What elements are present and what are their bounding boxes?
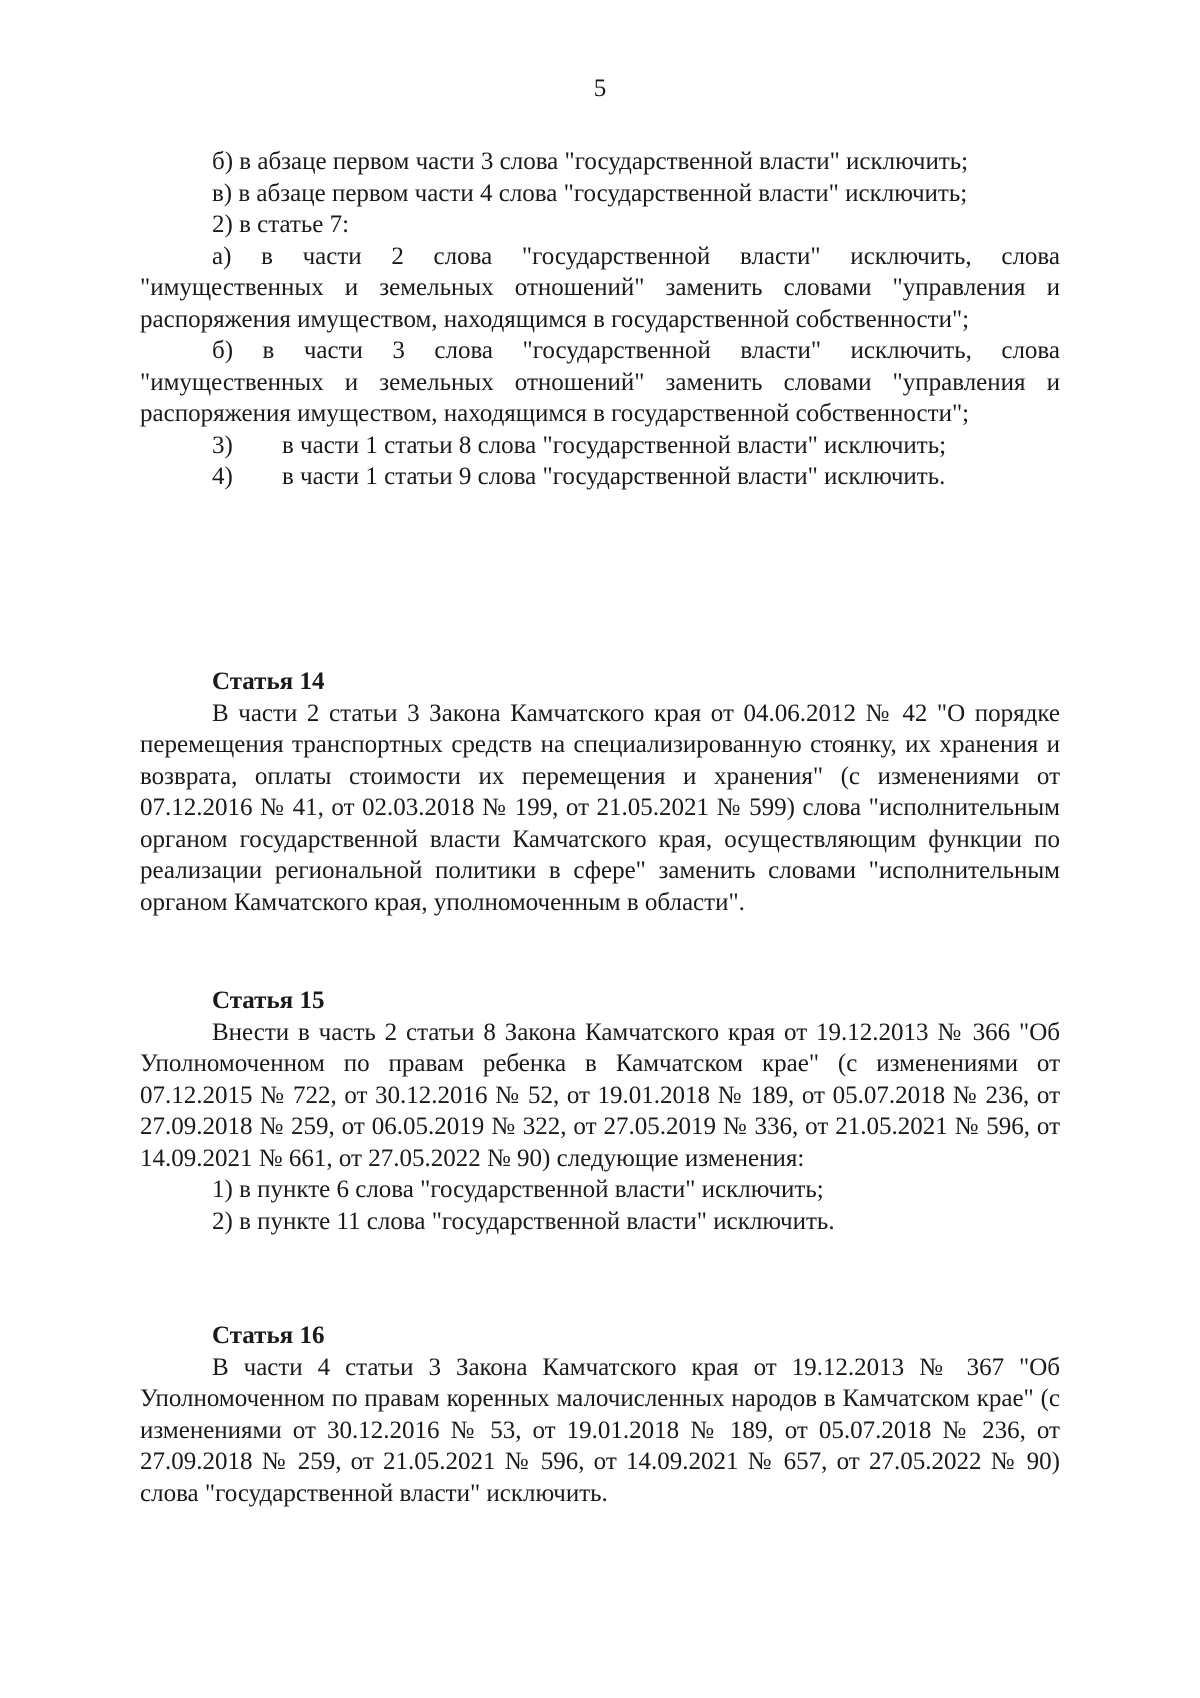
article-15-item-1: 1) в пункте 6 слова "государственной власти" исключить; — [212, 1176, 824, 1203]
intro-section — [140, 146, 1060, 493]
article-15-heading: Статья 15 — [212, 987, 325, 1014]
page-number: 5 — [593, 75, 607, 102]
article-15-text: Внести в часть 2 статьи 8 Закона Камчатского края от 19.12.2013 № 366 "Об Уполномоченном по правам ребенка в Камчатском крае" (с изменениями от 07.12.2015 № 722, от 30.12.2016 № 52, от 19.01.2018 № 189, от 05.07.2018 № 236, от 27.09.2018 № 259, от 06.05.2019 № 322, от 27.05.2019 № 336, от 21.05.2021 № 596, от 14.09.2021 № 661, от 27.05.2022 № 90) следующие изменения: — [140, 1018, 1060, 1172]
list-item-3 — [140, 430, 1060, 462]
paragraph-v-part4: в) в абзаце первом части 4 слова "государственной власти" исключить; — [212, 179, 968, 207]
article-14-heading: Статья 14 — [212, 668, 325, 695]
paragraph-article7-b: б) в части 3 слова "государственной власти" исключить, слова "имущественных и земельных отношений" заменить словами "управления и распоряжения имуществом, находящимся в государственной собственности"; — [140, 337, 1060, 427]
paragraph-article7-title: 2) в статье 7: — [212, 211, 350, 238]
article-15-item-2: 2) в пункте 11 слова "государственной власти" исключить. — [212, 1207, 835, 1235]
article-15 — [140, 985, 1060, 1237]
list-item-4 — [140, 461, 1060, 493]
article-14 — [140, 666, 1060, 918]
article-16 — [140, 1320, 1060, 1509]
article-14-text: В части 2 статьи 3 Закона Камчатского края от 04.06.2012 № 42 "О порядке перемещения транспортных средств на специализированную стоянку, их хранения и возврата, оплаты стоимости их перемещения и хранения" (с изменениями от 07.12.2016 № 41, от 02.03.2018 № 199, от 21.05.2021 № 599) слова "исполнительным органом государственной власти Камчатского края, осуществляющим функции по реализации региональной политики в сфере" заменить словами "исполнительным органом Камчатского края, уполномоченным в области". — [140, 699, 1060, 916]
article-16-heading: Статья 16 — [212, 1322, 325, 1349]
article-16-text: В части 4 статьи 3 Закона Камчатского края от 19.12.2013 № 367 "Об Уполномоченном по правам коренных малочисленных народов в Камчатском крае" (с изменениями от 30.12.2016 № 53, от 19.01.2018 № 189, от 05.07.2018 № 236, от 27.09.2018 № 259, от 21.05.2021 № 596, от 14.09.2021 № 657, от 27.05.2022 № 90) слова "государственной власти" исключить. — [140, 1353, 1060, 1507]
paragraph-b-part3: б) в абзаце первом части 3 слова "государственной власти" исключить; — [212, 148, 969, 175]
list-item-text: в части 1 статьи 8 слова "государственной власти" исключить; — [282, 431, 947, 459]
paragraph-article7-a: а) в части 2 слова "государственной власти" исключить, слова "имущественных и земельных отношений" заменить словами "управления и распоряжения имуществом, находящимся в государственной собственности"; — [140, 242, 1060, 333]
list-item-number: 3) — [212, 431, 233, 459]
list-item-text: в части 1 статьи 9 слова "государственной власти" исключить. — [282, 463, 946, 490]
list-item-number: 4) — [212, 463, 233, 490]
